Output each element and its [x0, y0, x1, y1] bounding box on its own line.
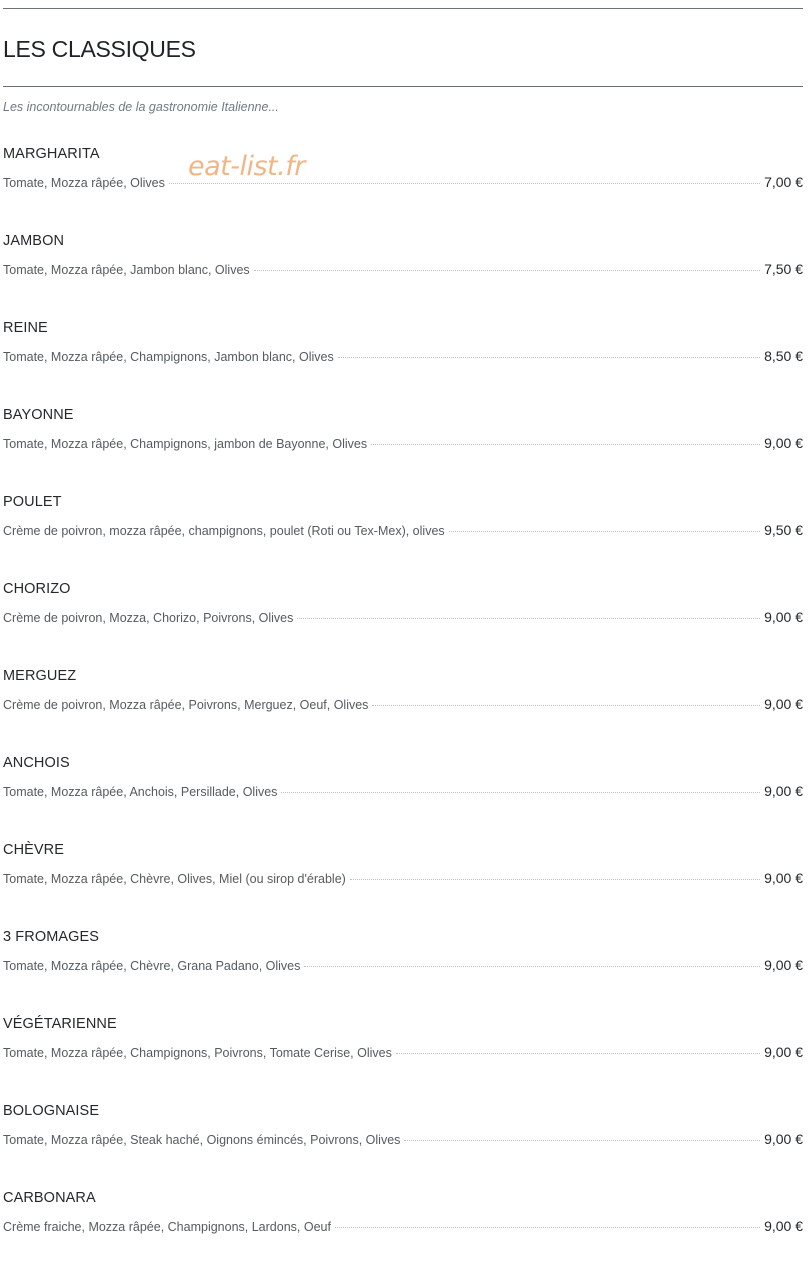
- menu-item: [3, 923, 803, 1010]
- dotted-leader: [304, 966, 760, 967]
- item-name: VÉGÉTARIENNE: [3, 1016, 117, 1032]
- dotted-leader: [396, 1053, 760, 1054]
- item-row: [3, 607, 803, 628]
- item-price: 7,00 €: [764, 174, 803, 190]
- menu-item: [3, 488, 803, 575]
- item-description: Tomate, Mozza râpée, Anchois, Persillade, Olives: [3, 785, 278, 799]
- item-name: MERGUEZ: [3, 668, 77, 684]
- section-subtitle: Les incontournables de la gastronomie Italienne...: [3, 100, 279, 114]
- item-name: BAYONNE: [3, 407, 74, 423]
- dotted-leader: [449, 531, 760, 532]
- item-description: Tomate, Mozza râpée, Olives: [3, 176, 165, 190]
- menu-item: [3, 227, 803, 314]
- item-price: 9,50 €: [764, 522, 803, 538]
- item-price: 9,00 €: [764, 957, 803, 973]
- menu-item: [3, 1184, 803, 1271]
- menu-item: [3, 314, 803, 401]
- menu-item: [3, 749, 803, 836]
- dotted-leader: [371, 444, 760, 445]
- dotted-leader: [404, 1140, 760, 1141]
- dotted-leader: [297, 618, 760, 619]
- item-name: POULET: [3, 494, 62, 510]
- item-price: 9,00 €: [764, 783, 803, 799]
- item-description: Tomate, Mozza râpée, Chèvre, Olives, Miel (ou sirop d'érable): [3, 872, 346, 886]
- item-row: [3, 172, 803, 193]
- dotted-leader: [338, 357, 760, 358]
- item-row: [3, 781, 803, 802]
- item-description: Crème de poivron, mozza râpée, champignons, poulet (Roti ou Tex-Mex), olives: [3, 524, 445, 538]
- item-price: 9,00 €: [764, 696, 803, 712]
- item-price: 9,00 €: [764, 1218, 803, 1234]
- top-divider: [3, 8, 803, 9]
- dotted-leader: [335, 1227, 760, 1228]
- item-description: Crème fraiche, Mozza râpée, Champignons, Lardons, Oeuf: [3, 1220, 331, 1234]
- section-title: LES CLASSIQUES: [3, 36, 196, 62]
- menu-item: [3, 836, 803, 923]
- item-description: Tomate, Mozza râpée, Steak haché, Oignons émincés, Poivrons, Olives: [3, 1133, 401, 1147]
- dotted-leader: [350, 879, 760, 880]
- menu-item: [3, 401, 803, 488]
- item-description: Crème de poivron, Mozza, Chorizo, Poivrons, Olives: [3, 611, 294, 625]
- item-row: [3, 520, 803, 541]
- item-row: [3, 259, 803, 280]
- item-price: 9,00 €: [764, 1131, 803, 1147]
- item-description: Tomate, Mozza râpée, Chèvre, Grana Padano, Olives: [3, 959, 301, 973]
- menu-item: [3, 140, 803, 227]
- item-description: Crème de poivron, Mozza râpée, Poivrons, Merguez, Oeuf, Olives: [3, 698, 369, 712]
- item-name: MARGHARITA: [3, 146, 100, 162]
- item-name: 3 FROMAGES: [3, 929, 100, 945]
- item-name: JAMBON: [3, 233, 65, 249]
- item-description: Tomate, Mozza râpée, Champignons, jambon de Bayonne, Olives: [3, 437, 368, 451]
- item-name: BOLOGNAISE: [3, 1103, 100, 1119]
- menu-item: [3, 575, 803, 662]
- item-row: [3, 694, 803, 715]
- item-description: Tomate, Mozza râpée, Champignons, Jambon blanc, Olives: [3, 350, 334, 364]
- item-description: Tomate, Mozza râpée, Champignons, Poivrons, Tomate Cerise, Olives: [3, 1046, 392, 1060]
- item-price: 9,00 €: [764, 609, 803, 625]
- dotted-leader: [254, 270, 760, 271]
- dotted-leader: [281, 792, 760, 793]
- item-row: [3, 1129, 803, 1150]
- item-name: ANCHOIS: [3, 755, 70, 771]
- item-name: REINE: [3, 320, 48, 336]
- menu-item: [3, 1010, 803, 1097]
- item-row: [3, 433, 803, 454]
- menu-item: [3, 1097, 803, 1184]
- menu-item: [3, 662, 803, 749]
- item-row: [3, 1042, 803, 1063]
- item-row: [3, 868, 803, 889]
- item-row: [3, 346, 803, 367]
- item-name: CARBONARA: [3, 1190, 96, 1206]
- item-price: 9,00 €: [764, 870, 803, 886]
- title-divider: [3, 86, 803, 87]
- item-price: 8,50 €: [764, 348, 803, 364]
- item-name: CHORIZO: [3, 581, 71, 597]
- dotted-leader: [372, 705, 760, 706]
- item-row: [3, 1216, 803, 1237]
- item-description: Tomate, Mozza râpée, Jambon blanc, Olives: [3, 263, 250, 277]
- item-row: [3, 955, 803, 976]
- menu-list: [3, 140, 803, 1271]
- item-price: 9,00 €: [764, 435, 803, 451]
- item-name: CHÈVRE: [3, 842, 65, 858]
- item-price: 9,00 €: [764, 1044, 803, 1060]
- watermark: eat-list.fr: [188, 151, 305, 182]
- item-price: 7,50 €: [764, 261, 803, 277]
